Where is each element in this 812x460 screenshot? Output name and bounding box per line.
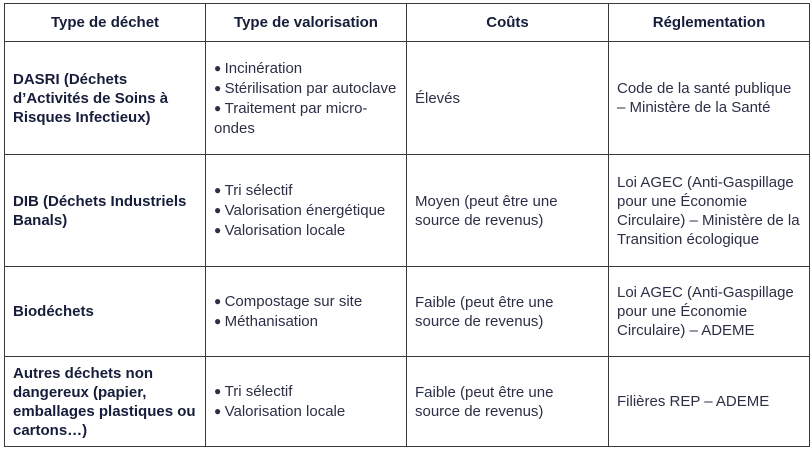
cost-cell: Élevés [407, 42, 609, 155]
list-item: ● Incinération [214, 59, 398, 79]
waste-type-cell: Autres déchets non dangereux (papier, emballages plastiques ou cartons…) [5, 357, 206, 447]
waste-type-cell: DIB (Déchets Industriels Banals) [5, 155, 206, 267]
list-item: ● Stérilisation par autoclave [214, 79, 398, 99]
regulation-cell: Code de la santé publique – Ministère de la Santé [609, 42, 810, 155]
waste-valorisation-table [4, 3, 810, 447]
header-costs: Coûts [407, 4, 609, 42]
list-item: ● Traitement par micro-ondes [214, 99, 398, 138]
list-item: ● Méthanisation [214, 312, 398, 332]
cost-cell: Faible (peut être une source de revenus) [407, 267, 609, 357]
table-row [5, 42, 810, 155]
regulation-cell: Loi AGEC (Anti-Gaspillage pour une Économie Circulaire) – ADEME [609, 267, 810, 357]
valorisation-list [214, 181, 398, 241]
header-waste-type: Type de déchet [5, 4, 206, 42]
table-header-row [5, 4, 810, 42]
valorisation-cell [206, 155, 407, 267]
list-item: ● Valorisation locale [214, 402, 398, 422]
list-item: ● Tri sélectif [214, 382, 398, 402]
list-item: ● Tri sélectif [214, 181, 398, 201]
valorisation-cell [206, 267, 407, 357]
valorisation-list [214, 292, 398, 332]
waste-type-cell: Biodéchets [5, 267, 206, 357]
cost-cell: Faible (peut être une source de revenus) [407, 357, 609, 447]
header-valorisation-type: Type de valorisation [206, 4, 407, 42]
valorisation-list [214, 59, 398, 138]
regulation-cell: Filières REP – ADEME [609, 357, 810, 447]
header-regulation: Réglementation [609, 4, 810, 42]
cost-cell: Moyen (peut être une source de revenus) [407, 155, 609, 267]
list-item: ● Valorisation énergétique [214, 201, 398, 221]
regulation-cell: Loi AGEC (Anti-Gaspillage pour une Économie Circulaire) – Ministère de la Transition écologique [609, 155, 810, 267]
valorisation-cell [206, 357, 407, 447]
table-row [5, 267, 810, 357]
list-item: ● Compostage sur site [214, 292, 398, 312]
valorisation-cell [206, 42, 407, 155]
table-row [5, 357, 810, 447]
list-item: ● Valorisation locale [214, 221, 398, 241]
table-row [5, 155, 810, 267]
waste-type-cell: DASRI (Déchets d’Activités de Soins à Risques Infectieux) [5, 42, 206, 155]
valorisation-list [214, 382, 398, 422]
